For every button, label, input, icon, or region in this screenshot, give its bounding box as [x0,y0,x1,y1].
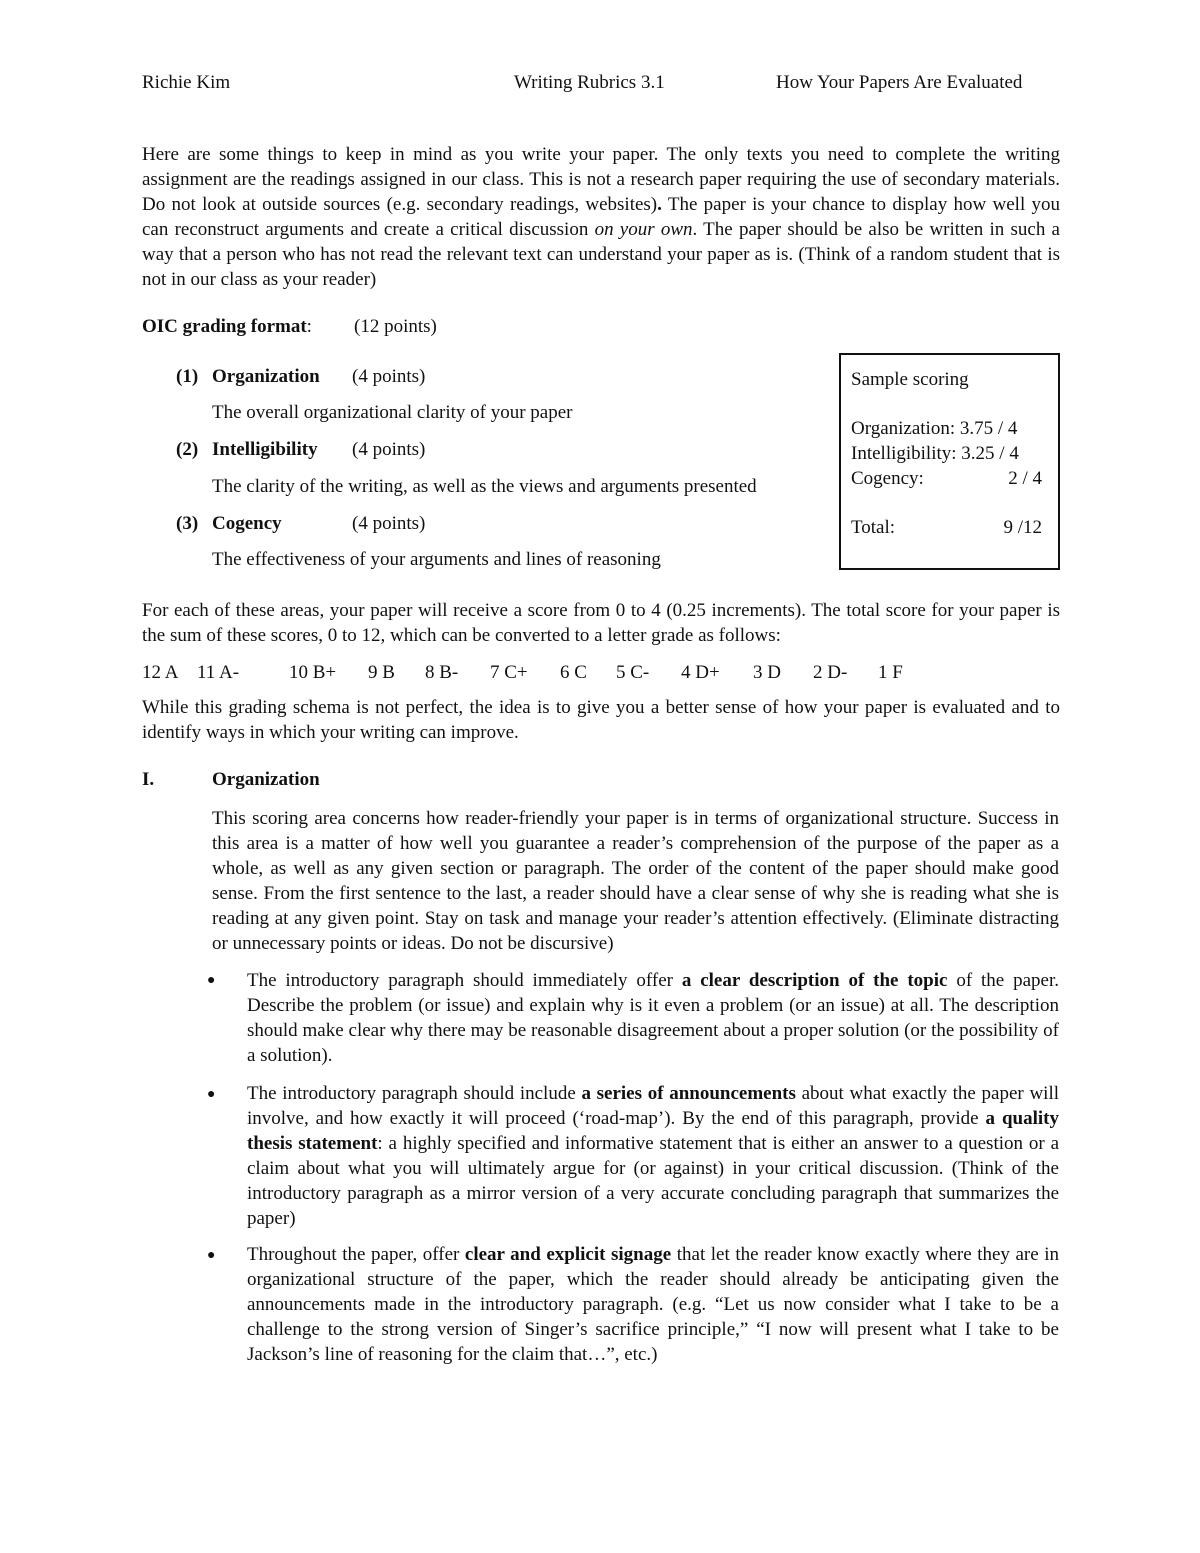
bullet-emphasis: a series of announcements [581,1083,796,1104]
intro-period: . [657,194,662,215]
bullet-emphasis: clear and explicit signage [464,1244,672,1265]
intro-emphasis: on your own [594,219,693,240]
bullet-emphasis: a clear description of the topic [681,970,948,991]
criterion-description: The clarity of the writing, as well as the views and arguments presented [212,476,757,497]
sample-score-total-label: Total: [851,517,896,538]
document-title: Writing Rubrics 3.1 [514,72,665,93]
intro-text-3: . The paper should be also be written in such a way that a person who has not read the relevant text can understand your paper as is. (Think of a random student that is not in our class as your reader) [142,219,1060,290]
grading-format-heading [142,316,312,338]
criterion-number: (1) [176,366,199,387]
grade-scale-item: 6 C [560,662,587,683]
grading-format-colon: : [306,316,312,337]
section-title: Organization [212,769,320,790]
grade-scale-item: 12 A [142,662,179,683]
sample-score-organization: Organization: 3.75 / 4 [851,418,1018,439]
grade-scale-item: 4 D+ [681,662,720,683]
section-body: This scoring area concerns how reader-friendly your paper is in terms of organizational structure. Success in this area is a matter of how well you guarantee a reader’s comprehension of the purpose of the paper as a whole, as well as any given section or paragraph. The order of the content of the paper should make good sense. From the first sentence to the last, a reader should have a clear sense of why she is reading what she is reading at any given point. Stay on task and manage your reader’s attention effectively. (Eliminate distracting or unnecessary points or ideas. Do not be discursive) [212,808,1059,954]
criterion-name: Cogency [212,513,282,534]
intro-text-1: Here are some things to keep in mind as you write your paper. The only texts you need to complete the writing assignment are the readings assigned in our class. This is not a research paper requiring the use of secondary materials. Do not look at outside sources (e.g. secondary readings, websites) [142,144,1060,215]
sample-score-total-value: 9 /12 [1003,517,1042,538]
criterion-description: The effectiveness of your arguments and lines of reasoning [212,549,661,570]
bullet-text: of the paper. Describe the problem (or issue) and explain why is it even a problem (or an issue) at all. The description should make clear why there may be reasonable disagreement about a proper solution (or the possibility of a solution). [247,970,1060,1066]
bullet-item [247,968,1059,1068]
intro-text-2: The paper is your chance to display how well you can reconstruct arguments and create a critical discussion [142,194,1061,240]
schema-note: While this grading schema is not perfect, the idea is to give you a better sense of how your paper is evaluated and to identify ways in which your writing can improve. [142,697,1060,743]
grading-format-points: (12 points) [354,316,437,337]
criterion-number: (2) [176,439,199,460]
criterion-name: Intelligibility [212,439,318,460]
grade-scale-item: 9 B [368,662,395,683]
grade-scale-item: 3 D [753,662,781,683]
document-subtitle: How Your Papers Are Evaluated [776,72,1023,93]
scoring-explanation: For each of these areas, your paper will receive a score from 0 to 4 (0.25 increments). The total score for your paper is the sum of these scores, 0 to 12, which can be converted to a letter grade as follows: [142,600,1060,646]
grade-scale-item: 11 A- [197,662,240,683]
sample-score-cogency-value: 2 / 4 [1008,468,1042,489]
intro-paragraph [142,142,1060,292]
bullet-icon: ● [207,1248,216,1263]
sample-scoring-box [839,353,1060,570]
bullet-text: : a highly specified and informative statement that is either an answer to a question or a claim about what you will ultimately argue for (or against) in your critical discussion. (Think of the introductory paragraph as a mirror version of a very accurate concluding paragraph that summarizes the paper) [247,1133,1059,1229]
bullet-text: The introductory paragraph should immediately offer [247,970,682,991]
author-name: Richie Kim [142,72,231,93]
section-numeral: I. [142,769,155,790]
criterion-name: Organization [212,366,320,387]
bullet-item [247,1242,1059,1367]
bullet-text: about what exactly the paper will involve, and how exactly it will proceed (‘road-map’). By the end of this paragraph, provide [247,1083,1059,1129]
grade-scale-item: 2 D- [813,662,848,683]
grading-format-label: OIC grading format [142,316,307,337]
grade-scale-item: 7 C+ [490,662,528,683]
sample-score-cogency-label: Cogency: [851,468,924,489]
criterion-points: (4 points) [352,513,426,534]
grade-scale-item: 8 B- [425,662,459,683]
bullet-icon: ● [207,1087,216,1102]
bullet-emphasis: a quality thesis statement [247,1108,1059,1154]
criterion-points: (4 points) [352,439,426,460]
criterion-points: (4 points) [352,366,426,387]
bullet-text: Throughout the paper, offer [247,1244,465,1265]
criterion-number: (3) [176,513,199,534]
grade-scale-item: 10 B+ [289,662,337,683]
grade-scale-item: 5 C- [616,662,650,683]
bullet-text: The introductory paragraph should include [247,1083,582,1104]
bullet-icon: ● [207,973,216,988]
bullet-item [247,1081,1059,1231]
sample-scoring-title: Sample scoring [851,369,969,390]
grade-scale-item: 1 F [878,662,903,683]
criterion-description: The overall organizational clarity of your paper [212,402,573,423]
sample-score-intelligibility: Intelligibility: 3.25 / 4 [851,443,1019,464]
bullet-text: that let the reader know exactly where they are in organizational structure of the paper, which the reader should already be anticipating given the announcements made in the introductory paragraph. (e.g. “Let us now consider what I take to be a challenge to the strong version of Singer’s sacrifice principle,” “I now will present what I take to be Jackson’s line of reasoning for the claim that…”, etc.) [247,1244,1060,1365]
